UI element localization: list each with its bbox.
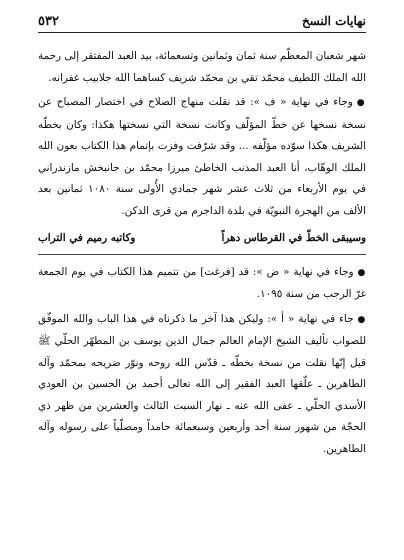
running-title: نهايات النسخ [301,14,366,28]
paragraph-text: وجاء في نهاية « ف »: قد نقلت منهاج الصلاح في اختصار المصباح عن نسخة نسخها عن خطّ المؤلّف وكانت نسخة التي نسختها هكذا: وكان بخطّه الشريف هكذا سوّده مؤلّفه ... وقد شرّفت وفزت بإتمام هذا الكتاب بعون الله الملك الوهّاب، أنا العبد المذنب الخاطئ ميرزا محمّد بن جانبخش مازندراني في يوم الأربعاء من ثلاث عشر شهر جمادي الأُولى سنة ١٠٨٠ ثمانين بعد الألف من الهجرة النبويّة في بلدة الداجرم من قرى الدكن. [38,96,367,217]
poetry-verse [38,228,366,250]
header-divider [38,32,366,33]
paragraph [38,92,366,222]
paragraph-text: جاء في نهاية « أ »: وليكن هذا آخر ما ذكرناه في هذا الباب والله الموفّق للصواب تأليف الشيخ الإمام العالم جمال الدين يوسف بن المطهّر الحلّي ﷺ قيل إنّها نقلت من نسخة بخطّه ـ قدّس الله روحه ونوّر ضريحه بمحمّد وآله الطاهرين ـ علّقها العبد الفقير إلى الله تعالى أحمد بن الحسين بن العودي الأسدي الحلّي ـ عفى الله عنه ـ نهار السبت الثالث والعشرين من ظهر ذي الحجّة من شهور سنة أحد وأربعين وسبعمائة حامداً ومصلّياً على رسوله وآله الطاهرين. [38,312,366,455]
bullet-icon: ● [356,98,366,108]
paragraph-text: شهر شعبان المعظّم سنة ثمان وثمانين وتسعمائة، بيد العبد المفتقر إلى رحمة الله الملك اللطيف محمّد تقي بن محمّد شريف كساهما الله جلابيب غفرانه. [38,50,366,84]
bullet-icon: ● [357,267,366,278]
page-number: ٥٣٢ [38,14,59,29]
paragraph [38,262,366,306]
page-header [38,12,366,30]
bullet-icon: ● [357,314,366,325]
paragraph-text: وجاء في نهاية « ض »: قد [فرغت] من تتميم هذا الكتاب في يوم الجمعة غرّ الرجب من سنة ١٠٩٥. [38,265,366,300]
paragraph [38,46,366,89]
page-body [38,46,366,460]
verse-right-hemistich: وسيبقى الخطّ في القرطاس دهراً [221,232,366,244]
verse-left-hemistich: وكاتبه رميم في التراب [38,232,136,244]
verse-divider [38,254,366,255]
paragraph [38,309,366,461]
